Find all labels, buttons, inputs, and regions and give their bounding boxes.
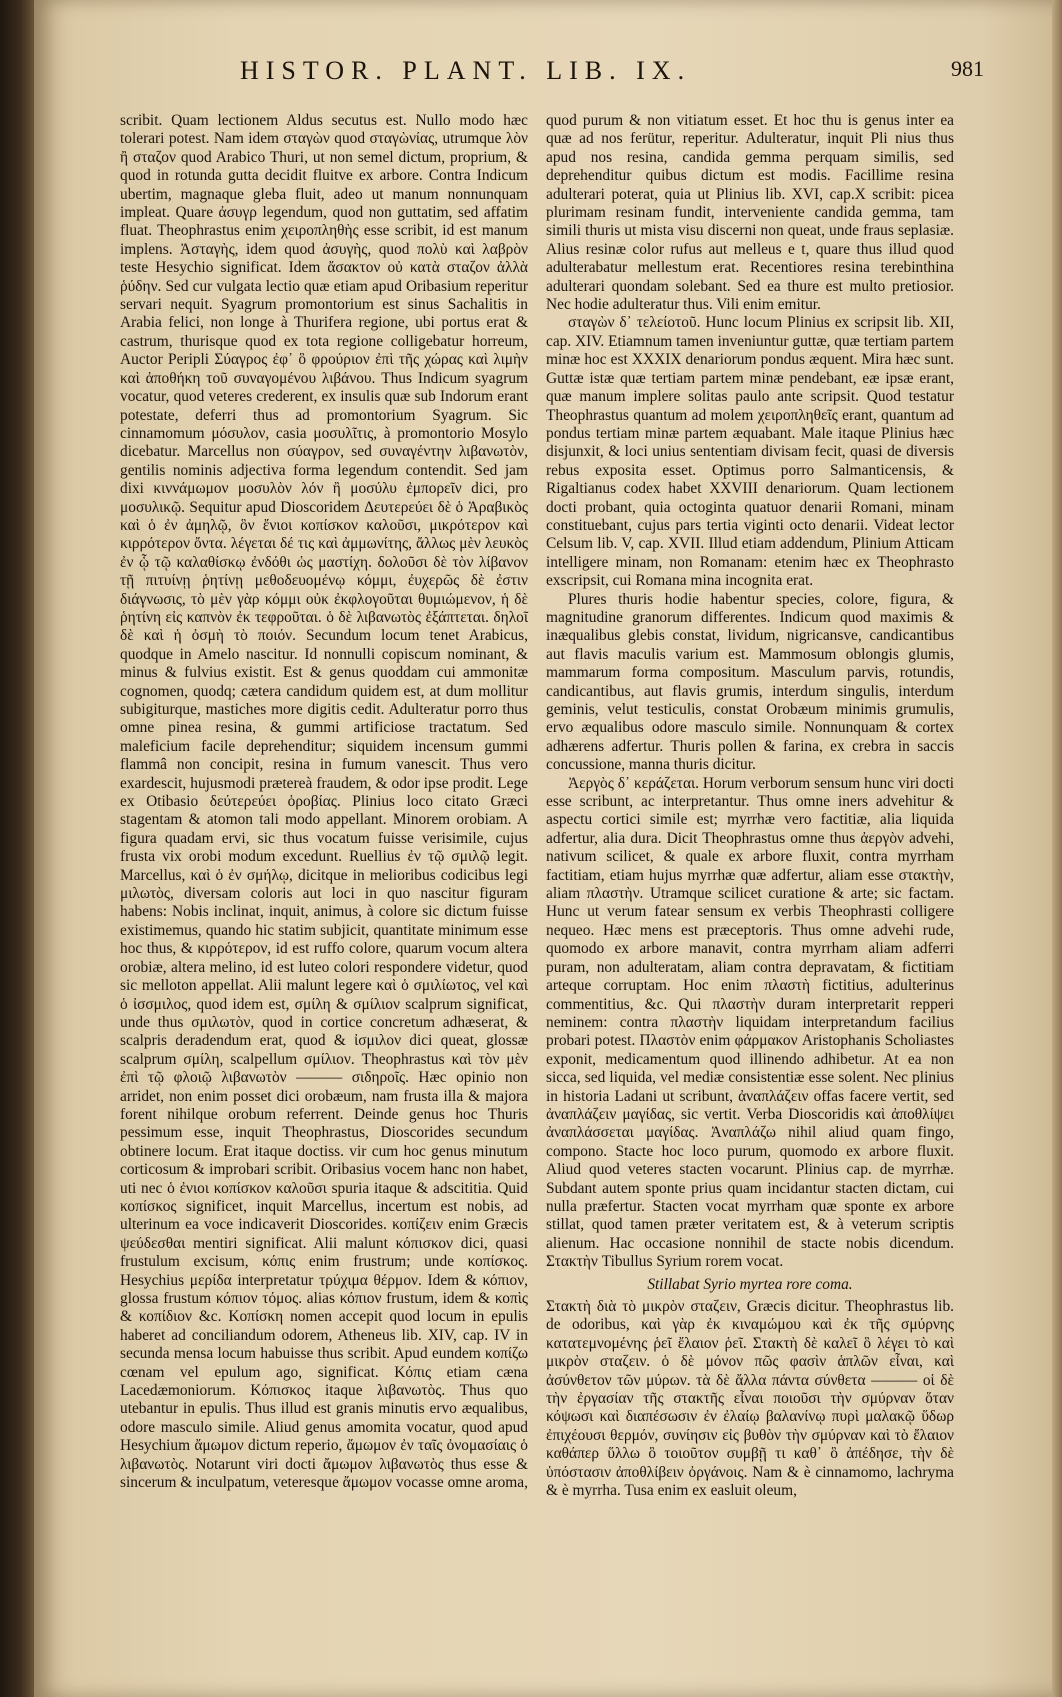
running-title: HISTOR. PLANT. LIB. IX.	[240, 56, 692, 85]
right-column	[546, 112, 954, 1500]
right-paragraph: quod purum & non vitiatum esset. Et hoc thu is genus inter ea quæ ad nos ferütur, reperitur. Adulteratur, inquit Pli nius thus apud nos resina, candida gemma perquam similis, sed deprehenditur quibus dictum est modis. Facillime resina adulterari poterat, quia ut Plinius lib. XVI, cap.X scribit: picea plurimam resinam fundit, interveniente candida gemma, tam simili thuris ut mista visu discerni non queat, unde fraus seplasiæ. Alius resinæ color rufus aut melleus e t, quare thus illud quod adulterabatur mellestum erat. Recentiores resina terebinthina adulterari quondam solebant. Sed ea thure est multo pretiosior. Nec hodie adulteratur thus. Vili enim emitur.	[546, 112, 954, 314]
page-edge	[1052, 0, 1062, 1697]
page-number: 981	[951, 56, 984, 81]
left-column-text: scribit. Quam lectionem Aldus secutus est. Nullo modo hæc tolerari potest. Nam idem σταγὼν quod σταγὼνίας, utrumque λὸν ἢ σταζον quod Arabico Thuri, ut non semel dictum, proprium, & quod in rotunda gutta decidit fluitve ex arbore. Contra Indicum ubertim, magnaque gleba fluit, adeo ut manum nonnunquam impleat. Quare ἀσυγρ legendum, quod non guttatim, sed affatim fluat. Theophrastus enim χειροπληθὴς esse scribit, id est manum implens. Ἀσταγὴς, idem quod ἀσυγὴς, quod πολὺ καὶ λαβρὸν teste Hesychio significat. Idem ἄσακτον οὐ κατὰ σταζον ἀλλὰ ῥύδην. Sed cur vulgata lectio quæ etiam apud Oribasium reperitur servari nequit. Syagrum promontorium est sinus Sachalitis in Arabia felici, non longe à Thurifera regione, ubi portus erat & castrum, thurisque quod ex tota regione colligebatur horreum, Auctor Peripli Σύαγρος ἐφ᾽ ὃ φρούριον ἐπὶ τῆς χώρας καὶ λιμὴν καὶ ἀποθήκη τοῦ συναγομένου λιβάνου. Thus Indicum syagrum vocatur, quod veteres crederent, ex insulis quæ sub Indorum erant potestate, deferri thus ad promontorium Syagrum. Sic cinnamomum μόσυλον, casia μοσυλῖτις, à promontorio Mosylo dicebatur. Marcellus non σύαγρον, sed συναγέντην λιβανωτὸν, gentilis nominis adjectiva forma legendum contendit. Sed jam dixi κιννάμωμον μοσυλὸν λόν ἢ μοσύλυ ἐμπορεῖν dici, pro μοσυλικῷ. Sequitur apud Dioscoridem Δευτερεύει δὲ ὁ Ἀραβικὸς καὶ ὁ ἐν ἀμηλῷ, ὃν ἔνιοι κοπίσκον καλοῦσι, μικρότερον καὶ κιρρότερον ὄντα. λέγεται δέ τις καὶ ἀμμωνίτης, ἄλλως μὲν λευκὸς ἐν ᾧ τῷ καλαθίσκῳ ἐνδόθι ὡς μαστίχη. δολοῦσι δὲ τὸν λίβανον τῇ πιτυίνῃ ῥητίνῃ μεθοδευομένῳ κόμμι, ἐυχερῶς δὲ ἐστιν διάγνωσις, τὸ μὲν γὰρ κόμμι οὐκ ἐκφλογοῦται θυμιώμενον, ἡ δὲ ῥητίνη εἰς καπνὸν ἐκ τεφροῦται. ὁ δὲ λιβανωτὸς ἐξάπτεται. δηλοῖ δὲ καὶ ἡ ὀσμὴ τὸ ποιόν. Secundum locum tenet Arabicus, quodque in Amelo nascitur. Id nonnulli copiscum nominant, & minus & fulvius existit. Est & genus quoddam cui ammonitæ cognomen, quodq; cætera candidum quidem est, at dum mollitur subigiturque, mastiches more digitis cedit. Adulteratur porro thus omne pinea resina, & gummi artificiose tractatum. Sed maleficium facile deprehenditur; siquidem incensum gummi flammâ non concipit, resina in fumum vanescit. Thus vero exardescit, hujusmodi prætereà fraudem, & odor ipse prodit. Lege ex Otibasio δεύτερεύει ὁροβίας. Plinius loco citato Græci stagentam & atomon tali modo appellant. Minorem orobiam. A figura quadam ervi, sic thus vocatum fuisse verisimile, cujus frusta vix orobi modum excedunt. Ruellius ἐν τῷ σμιλῷ legit. Marcellus, καὶ ὁ ἐν σμήλῳ, dicitque in melioribus codicibus legi μιλωτὸς, diversam coloris aut loci in quo nascitur figuram habens: Nobis inclinat, inquit, animus, à colore sic dictum fuisse existimemus, quando hic statim subjicit, quantitate minimum esse hoc thus, & κιρρότερον, id est ruffo colore, quarum vocum altera orobiæ, altera melino, id est luteo colori respondere videtur, quod sic melloton appellat. Alii malunt legere καὶ ὁ σμιλίωτος, vel καὶ ὁ ἰσσμιλος, quod idem est, σμίλη & σμίλιον scalprum significat, unde thus σμιλωτὸν, quod in cortice concretum adhæserat, & scalpris deradendum erat, quod & ἰσμιλον dici queat, glossæ scalprum σμίλη, scalpellum σμίλιον. Theophrastus καὶ τὸν μὲν ἐπὶ τῷ φλοιῷ λιβανωτὸν ——— σιδηροῖς. Hæc opinio non arridet, non enim posset dici orobæum, nam frusta illa & majora forent nihilque orobum referrent. Deinde genus hoc Thuris pessimum esse, inquit Theophrastus, Dioscorides secundum obtinere locum. Erat itaque doctiss. vir cum hoc genus minutum corticosum & improbari scribit. Oribasius vocem hanc non habet, uti nec ὁ ἐνιοι κοπίσκον καλοῦσι spuria itaque & adscititia. Quid κοπίσκος significet, inquit Marcellus, incertum est nobis, ad ulterinum ea voce indicaverit Dioscorides. κοπίζειν enim Græcis ψεύδεσθαι mentiri significat. Alii malunt κόπισκον dici, quasi frustulum excisum, κόπις enim frustrum; unde κοπίσκος. Hesychius μερίδα interpretatur τρύχιμα θέρμον. Idem & κόπιον, glossa frustum κόπιον τόμος. alias κόπιον frustum, idem & κοπὶς & κοπίδιον &c. Κοπίσκη nomen accepit quod locum in epulis haberet ad conciliandum odorem, Atheneus lib. XIV, cap. IV in secunda mensa locum habuisse thus scribit. Apud eundem κοπίζω cœnam vel epulum ago, significat. Κόπις etiam cæna Lacedæmoniorum. Κόπισκος itaque λιβανωτὸς. Thus quo utebantur in epulis. Thus illud est granis minutis ervo æqualibus, odore masculo simile. Aliud genus amomita vocatur, quod apud Hesychium ἄμωμον dictum reperio, ἄμωμον ἐν ταῖς ὀνομασίαις ὁ λιβανωτὸς. Notarunt viri docti ἄμωμον λιβανωτὸς thus esse & sincerum & inculpatum, veteresque ἄμωμον vocasse omne aroma,	[120, 112, 528, 1492]
verse-quote: Stillabat Syrio myrtea rore coma.	[647, 1275, 853, 1293]
right-paragraph: σταγὼν δ᾽ τελείοτοῦ. Hunc locum Plinius ex scripsit lib. XII, cap. XIV. Etiamnum tamen inveniuntur guttæ, quæ tertiam partem minæ hoc est XXXIX denariorum pondus æquent. Mira hæc sunt. Guttæ istæ quæ tertiam partem minæ pendebant, eæ ipsæ erant, quæ manum implere solitas paulo ante scripsit. Quod testatur Theophrastus quantum ad molem χειροπληθεῖς erant, quantum ad pondus tertiam minæ partem æquabant. Male itaque Plinius hæc disjunxit, & loci unius sententiam divisam fecit, quasi de diversis rebus exposita esset. Optimus porro Salmanticensis, & Rigaltianus codex habet XXVIII denariorum. Quam lectionem docti probant, quia octoginta quatuor denarii Romani, minam constituebant, cujus pars tertia viginti octo denarii. Videat lector Celsum lib. V, cap. XVII. Illud etiam addendum, Plinium Atticam intelligere minam, non Romanam: etenim hæc ex Theophrasto exscripsit, cui Romana mina incognita erat.	[546, 314, 954, 590]
right-paragraph-tail: Στακτὴ διὰ τὸ μικρὸν σταζειν, Græcis dicitur. Theophrastus lib. de odoribus, καὶ γὰρ ἐκ κιναμώμου καὶ ἐκ τῆς σμύρνης κατατεμνομένης ῥεῖ ἔλαιον ῥεῖ. Στακτὴ δὲ καλεῖ ὃ λέγει τὸ καὶ μικρὸν σταζειν. ὁ δὲ μόνον πῶς φασὶν ἁπλῶν εἶναι, καὶ ἀσύνθετον τῶν μύρων. τὰ δὲ ἄλλα πάντα σύνθετα ——— οἱ δὲ τὴν ἐργασίαν τῆς στακτῆς εἶναι ποιοῦσι τὴν σμύρναν ὅταν κόψωσι καὶ διαπέσωσιν ἐν ἐλαίῳ βαλανίνῳ πυρὶ μαλακῷ ὕδωρ ἐπιχέουσι θερμόν, συνίησιν εἰς βυθὸν τὴν σμύρναν καὶ τὸ ἔλαιον καθάπερ ὕλλω ὃ τοιοῦτον συμβῇ τι καθ᾽ ὃ ἀπέδησε, τὴν δὲ ὑπόστασιν ἀποθλίβειν ὀργάνοις. Nam & è cinnamomo, lachryma & è myrrha. Tusa enim ex easluit oleum,	[546, 1298, 954, 1500]
book-gutter	[0, 0, 34, 1697]
right-paragraph: Plures thuris hodie habentur species, colore, figura, & magnitudine granorum differentes. Indicum quod maximis & inæqualibus glebis constat, lividum, nigricansve, candicantibus aut flavis maculis varium est. Mammosum oblongis glumis, mammarum forma compositum. Masculum parvis, rotundis, candicantibus, aut flavis grumis, interdum singulis, interdum geminis, velut testiculis, constat Orobæum minimis grumulis, ervo æqualibus odore masculo simile. Nonnunquam & cortex adhærens adfertur. Thuris pollen & farina, ex crebra in saccis concussione, manna thuris dicitur.	[546, 590, 954, 774]
right-paragraph: Ἀεργὸς δ᾽ κεράζεται. Horum verborum sensum hunc viri docti esse scribunt, ac interpretantur. Thus omne iners advehitur & aspectu cortici simile est; myrrhæ vero factitiæ, alia liquida adfertur, alia dura. Dicit Theophrastus omne thus ἀεργὸν advehi, nativum scilicet, & quale ex arbore fluxit, contra myrrham factitiam, etiam hujus myrrhæ quæ adfertur, aliam esse στακτὴν, aliam πλαστὴν. Utramque scilicet curatione & arte; sic factam. Hunc ut verum fatear sensum ex verbis Theophrasti colligere nequeo. Hæc mens est præceptoris. Thus omne advehi rude, quomodo ex arbore manavit, contra myrrham aliam adferri puram, non adulteratam, aliam contra depravatam, & fictitiam arteque corruptam. Hoc enim πλαστὴ fictitius, adulterinus commentitius, &c. Qui πλαστὴν duram interpretarit repperi neminem: contra πλαστὴν liquidam interpretandum facilius probari potest. Πλαστὸν enim φάρμακον Aristophanis Scholiastes exponit, medicamentum quod illinendo adhibetur. At ea non sicca, sed liquida, vel mediæ consistentiæ esse solent. Nec plinius in historia Ladani ut scribunt, ἀναπλάζειν offas facere vertit, sed ἀναπλάζειν μαγίδας, sic vertit. Verba Dioscoridis καὶ ἀποθλίψει ἀναπλάσσεται μαγίδας. Ἀναπλάζω nihil aliud quam fingo, compono. Stacte hoc loco purum, quomodo ex arbore fluxit. Aliud quod veteres stacten vocarunt. Plinius cap. de myrrhæ. Subdant autem sponte prius quam incidantur stacten dictam, cui nulla præfertur. Stacten vocat myrrham quæ sponte ex arbore stillat, quod tamen præter veritatem est, & à veterum scriptis alienum. Hac occasione nonnihil de stacte nobis dicendum. Στακτὴν Tibullus Syrium rorem vocat.	[546, 774, 954, 1271]
left-column	[120, 112, 528, 1492]
